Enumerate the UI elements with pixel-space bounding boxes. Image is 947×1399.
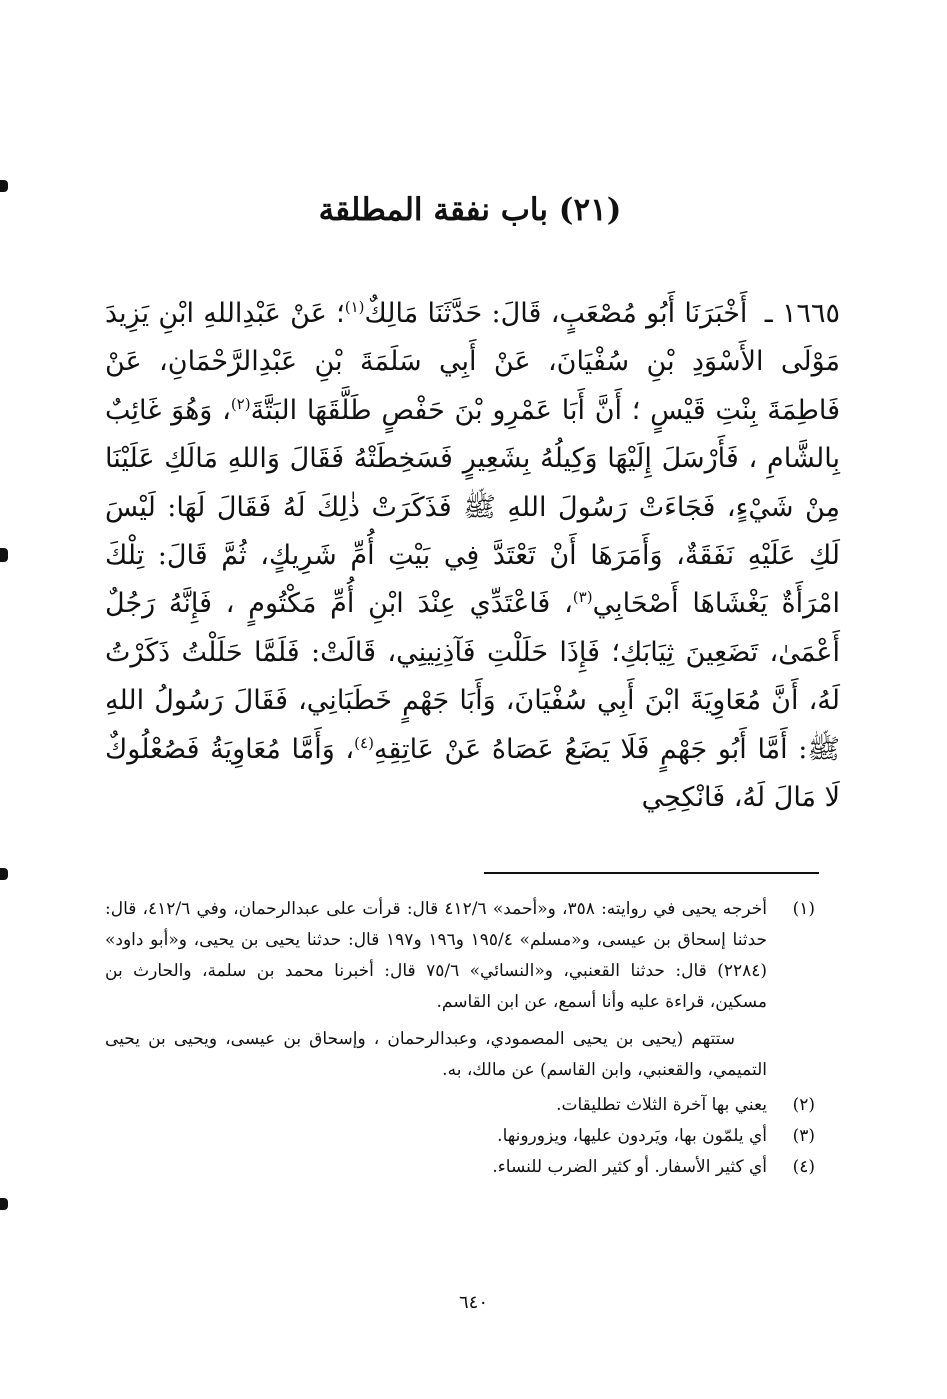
footnote-text: يعني بها آخرة الثلاث تطليقات. <box>556 1095 767 1115</box>
hadith-text <box>105 290 840 822</box>
footnote-text: أي كثير الأسفار. أو كثير الضرب للنساء. <box>492 1157 767 1177</box>
footnote-ref[interactable]: (١) <box>344 298 365 316</box>
footnote-continuation: ستتهم (يحيى بن يحيى المصمودي، وعبدالرحمان ، وإسحاق بن عيسى، ويحيى بن يحيى التميمي، والقعنبي، وابن القاسم) عن مالك، به. <box>105 1029 767 1080</box>
footnote-separator <box>484 872 819 874</box>
footnote-item <box>105 1121 815 1152</box>
hadith-number: ١٦٦٥ ـ <box>764 298 840 329</box>
footnote-ref[interactable]: (٢) <box>230 394 251 413</box>
hadith-segment: ، وَهُوَ غَائِبٌ بِالشَّامِ ، فَأَرْسَلَ إِلَيْهَا وَكِيلُهُ بِشَعِيرٍ فَسَخِطَتْهُ فَقَالَ وَاللهِ مَالَكِ عَلَيْنَا مِنْ شَيْءٍ، فَجَاءَتْ رَسُولَ اللهِ ﷺ فَذَكَرَتْ ذٰلِكَ لَهُ فَقَالَ لَهَا: لَيْسَ لَكِ عَلَيْهِ نَفَقَةٌ، وَأَمَرَهَا أَنْ تَعْتَدَّ فِي بَيْتِ أُمِّ شَرِيكٍ، ثُمَّ قَالَ: تِلْكَ امْرَأَةٌ يَغْشَاهَا أَصْحَابِي <box>105 394 840 620</box>
footnote-item <box>105 894 815 1018</box>
page-number: ٦٤٠ <box>458 1292 488 1313</box>
footnote-number: (٣) <box>792 1126 815 1146</box>
footnote-item <box>105 1090 815 1121</box>
hadith-segment: ، فَاعْتَدِّي عِنْدَ ابْنِ أُمِّ مَكْتُومٍ ، فَإِنَّهُ رَجُلٌ أَعْمَىٰ، تَضَعِينَ ثِيَابَكِ؛ فَإِذَا حَلَلْتِ فَآذِنِينِي، قَالَتْ: فَلَمَّا حَلَلْتُ ذَكَرْتُ لَهُ، أَنَّ مُعَاوِيَةَ ابْنَ أَبِي سُفْيَانَ، وَأَبَا جَهْمٍ خَطَبَانِي، فَقَالَ رَسُولُ اللهِ ﷺ: أَمَّا أَبُو جَهْمٍ فَلَا يَضَعُ عَصَاهُ عَنْ عَاتِقِهِ <box>105 588 840 765</box>
scan-edge-mark <box>0 548 8 562</box>
footnote-item <box>105 1152 815 1183</box>
footnote-ref[interactable]: (٣) <box>572 588 593 607</box>
chapter-title: (٢١) باب نفقة المطلقة <box>318 192 622 228</box>
footnote-text: أي يلمّون بها، ويَردون عليها، ويزورونها. <box>497 1126 767 1146</box>
scan-edge-mark <box>0 868 8 880</box>
scan-edge-mark <box>0 1198 8 1210</box>
footnote-number: (٤) <box>792 1157 815 1177</box>
footnote-ref[interactable]: (٤) <box>354 733 374 752</box>
footnote-number: (١) <box>792 899 815 919</box>
hadith-segment: أَخْبَرَنَا أَبُو مُصْعَبٍ، قَالَ: حَدَّثَنَا مَالِكٌ <box>364 298 748 329</box>
footnote-number: (٢) <box>792 1095 815 1115</box>
hadith-segment: ؛ عَنْ عَبْدِاللهِ ابْنِ يَزِيدَ مَوْلَى الأَسْوَدِ بْنِ سُفْيَانَ، عَنْ أَبِي سَلَمَةَ بْنِ عَبْدِالرَّحْمَانِ، عَنْ فَاطِمَةَ بِنْتِ قَيْسٍ ؛ أَنَّ أَبَا عَمْرِو بْنَ حَفْصٍ طَلَّقَهَا البَتَّةَ <box>105 298 840 426</box>
scan-edge-mark <box>0 180 8 192</box>
hadith-segment: ، وَأَمَّا مُعَاوِيَةُ فَصُعْلُوكٌ لَا مَالَ لَهُ، فَانْكِحِي <box>105 733 840 814</box>
footnotes <box>105 894 815 1183</box>
footnote-text: أخرجه يحيى في روايته: ٣٥٨، و«أحمد» ٤١٢/٦ قال: قرأت على عبدالرحمان، وفي ٤١٢/٦، قال: حدثنا إسحاق بن عيسى، و«مسلم» ١٩٥/٤ و١٩٦ و١٩٧ قال: حدثنا يحيى بن يحيى، و«أبو داود» (٢٢٨٤) قال: حدثنا القعنبي، و«النسائي» ٧٥/٦ قال: أخبرنا محمد بن سلمة، والحارث بن مسكين، قراءة عليه وأنا أسمع، عن ابن القاسم. <box>105 899 768 1012</box>
